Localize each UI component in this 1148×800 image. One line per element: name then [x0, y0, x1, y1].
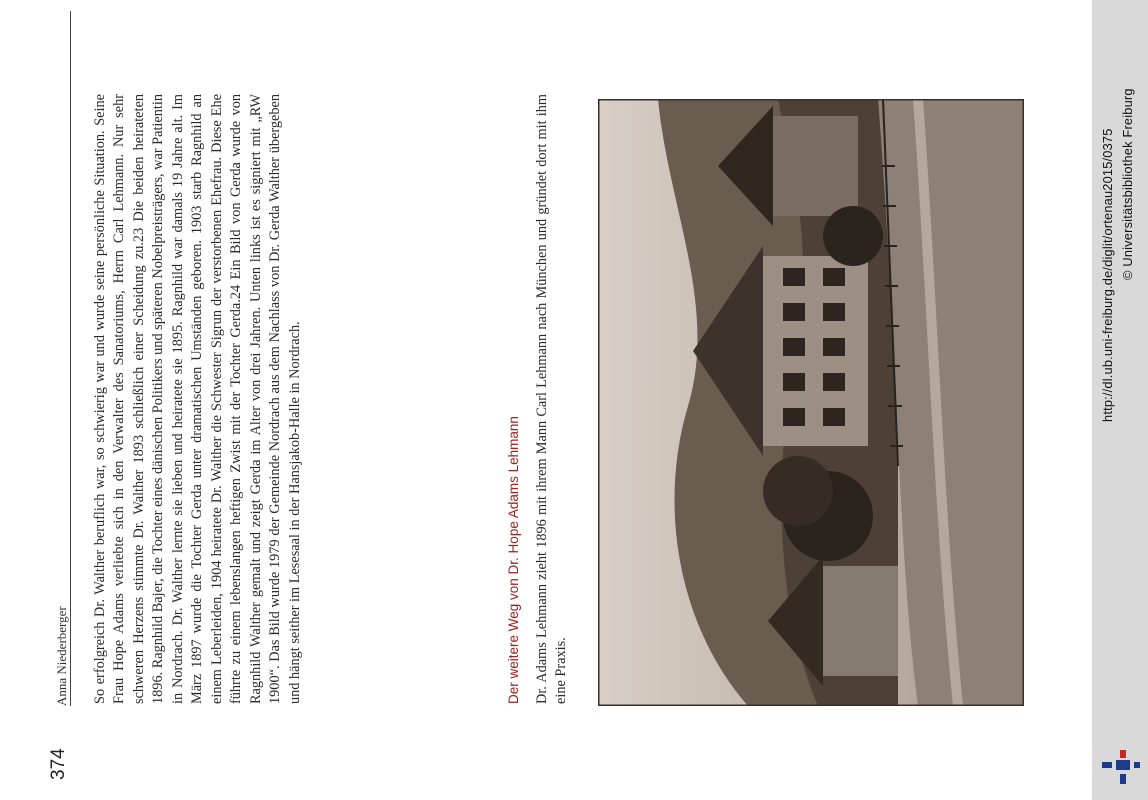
running-header-author: Anna Niederberger [54, 606, 69, 706]
sidebar-rotated-text [1092, 0, 1148, 800]
page-number: 374 [48, 748, 69, 780]
body-paragraph-2: Dr. Adams Lehmann zieht 1896 mit ihrem Mann Carl Lehmann nach München und gründet dort mit ihm eine Praxis. [534, 94, 570, 704]
source-url-link[interactable]: http://dl.ub.uni-freiburg.de/diglit/ortenau2015/0375 [1100, 128, 1115, 422]
historic-photo-sanatorium [598, 99, 1024, 706]
body-paragraph-1: So erfolgreich Dr. Walther beruflich war, so schwierig war und wurde seine persönliche Situation. Seine Frau Hope Adams verliebte sich in den Verwalter des Sanatoriums, Herrn Carl Lehmann. Nur sehr schweren Herzens stimmte Dr. Walther 1893 schließlich einer Scheidung zu.23 Die beiden heirateten 1896. Ragnhild Bajer, die Tochter eines dänischen Politikers und späteren Nobelpreisträgers, war Patientin in Nordrach. Dr. Walther lernte sie lieben und heiratete sie 1895. Ragnhild war damals 19 Jahre alt. Im März 1897 wurde die Tochter Gerda unter dramatischen Umständen geboren. 1903 starb Ragnhild an einem Leberleiden, 1904 heiratete Dr. Walther die Schwester Sigrun der verstorbenen Ehefrau. Diese Ehe führte zu einem lebenslangen heftigen Zwist mit der Tochter Gerda.24 Ein Bild von Gerda wurde von Ragnhild Walther gemalt und zeigt Gerda im Alter von drei Jahren. Unten links ist es signiert mit „RW 1900“. Das Bild wurde 1979 der Gemeinde Nordrach aus dem Nachlass von Dr. Gerda Walther übergeben und hängt seither im Lesesaal in der Hansjakob-Halle in Nordrach. [92, 94, 303, 704]
photo-illustration [598, 99, 1024, 706]
section-heading: Der weitere Weg von Dr. Hope Adams Lehmann [506, 416, 521, 704]
copyright-notice: © Universitätsbibliothek Freiburg [1120, 88, 1135, 280]
ub-freiburg-logo-icon [1100, 748, 1140, 786]
header-rule [70, 11, 71, 706]
library-sidebar [1092, 0, 1148, 800]
